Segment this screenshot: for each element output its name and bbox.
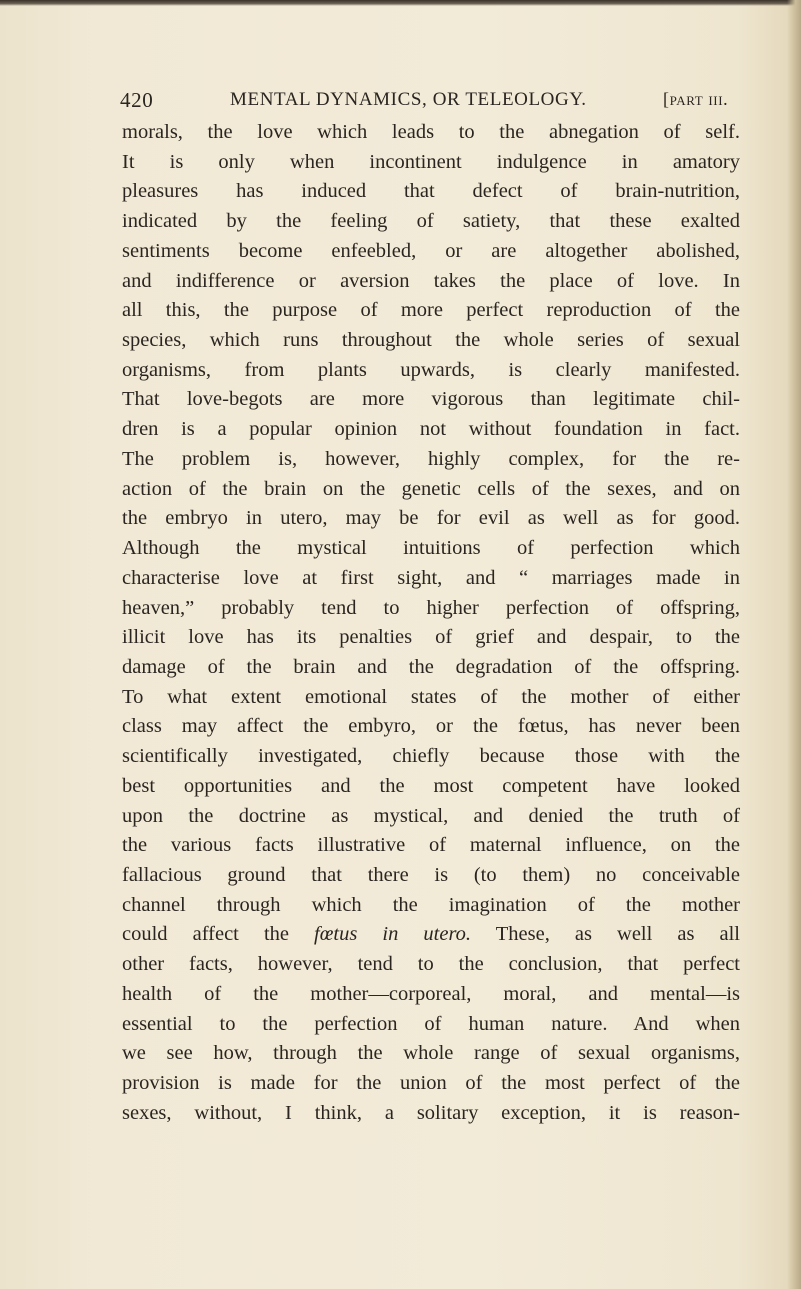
text-line: pleasures has induced that defect of brain-nutrition, xyxy=(122,180,740,203)
text-line: essential to the perfection of human nature. And when xyxy=(122,1012,740,1035)
text-line: illicit love has its penalties of grief and despair, to the xyxy=(122,626,740,649)
text-line: upon the doctrine as mystical, and denied the truth of xyxy=(122,804,740,827)
text-line: channel through which the imagination of the mother xyxy=(122,893,740,916)
text-line: morals, the love which leads to the abnegation of self. xyxy=(122,121,740,143)
text-line: the various facts illustrative of maternal influence, on the xyxy=(122,834,740,857)
text-line: heaven,” probably tend to higher perfection of offspring, xyxy=(122,596,740,619)
text-line: class may affect the embyro, or the fœtus, has never been xyxy=(122,715,740,738)
text-line: organisms, from plants upwards, is clearly manifested. xyxy=(122,358,740,381)
text-line: damage of the brain and the degradation of the offspring. xyxy=(122,655,740,678)
running-title: MENTAL DYNAMICS, OR TELEOLOGY. xyxy=(230,89,587,110)
text-line: sexes, without, I think, a solitary exception, it is reason- xyxy=(122,1101,740,1124)
text-line: scientifically investigated, chiefly because those with the xyxy=(122,745,740,768)
page-number: 420 xyxy=(120,88,154,112)
text-line: species, which runs throughout the whole series of sexual xyxy=(122,329,740,352)
text-line: provision is made for the union of the most perfect of the xyxy=(122,1072,740,1094)
text-line: all this, the purpose of more perfect reproduction of the xyxy=(122,299,740,322)
text-line: sentiments become enfeebled, or are altogether abolished, xyxy=(122,239,740,262)
text-line: characterise love at first sight, and “ marriages made in xyxy=(122,566,740,589)
page-top-edge xyxy=(0,0,801,6)
page-right-edge xyxy=(787,0,801,1289)
line-tail: These, as well as all xyxy=(495,923,740,946)
text-line: action of the brain on the genetic cells of the sexes, and on xyxy=(122,477,740,500)
text-line: other facts, however, tend to the conclusion, that perfect xyxy=(122,953,740,976)
text-line: the embryo in utero, may be for evil as well as for good. xyxy=(122,507,740,530)
text-line-with-italic xyxy=(122,920,740,950)
text-line: dren is a popular opinion not without foundation in fact. xyxy=(122,418,740,441)
text-line: we see how, through the whole range of sexual organisms, xyxy=(122,1042,740,1065)
text-line: To what extent emotional states of the mother of either xyxy=(122,685,740,708)
part-marker: [part iii. xyxy=(663,89,729,109)
text-line: The problem is, however, highly complex, for the re- xyxy=(122,447,740,470)
text-line: Although the mystical intuitions of perfection which xyxy=(122,537,740,560)
italic-phrase: fœtus in utero. xyxy=(314,923,472,946)
body-text xyxy=(122,118,740,1128)
text-line: It is only when incontinent indulgence in amatory xyxy=(122,150,740,173)
text-line: health of the mother—corporeal, moral, and mental—is xyxy=(122,982,740,1005)
running-head xyxy=(120,88,740,118)
text-line: fallacious ground that there is (to them) no conceivable xyxy=(122,863,740,886)
text-line: best opportunities and the most competent have looked xyxy=(122,774,740,797)
line-head: could affect the xyxy=(122,923,289,946)
text-line: and indifference or aversion takes the place of love. In xyxy=(122,269,740,292)
text-line: That love-begots are more vigorous than legitimate chil- xyxy=(122,388,740,411)
text-line: indicated by the feeling of satiety, that these exalted xyxy=(122,210,740,233)
